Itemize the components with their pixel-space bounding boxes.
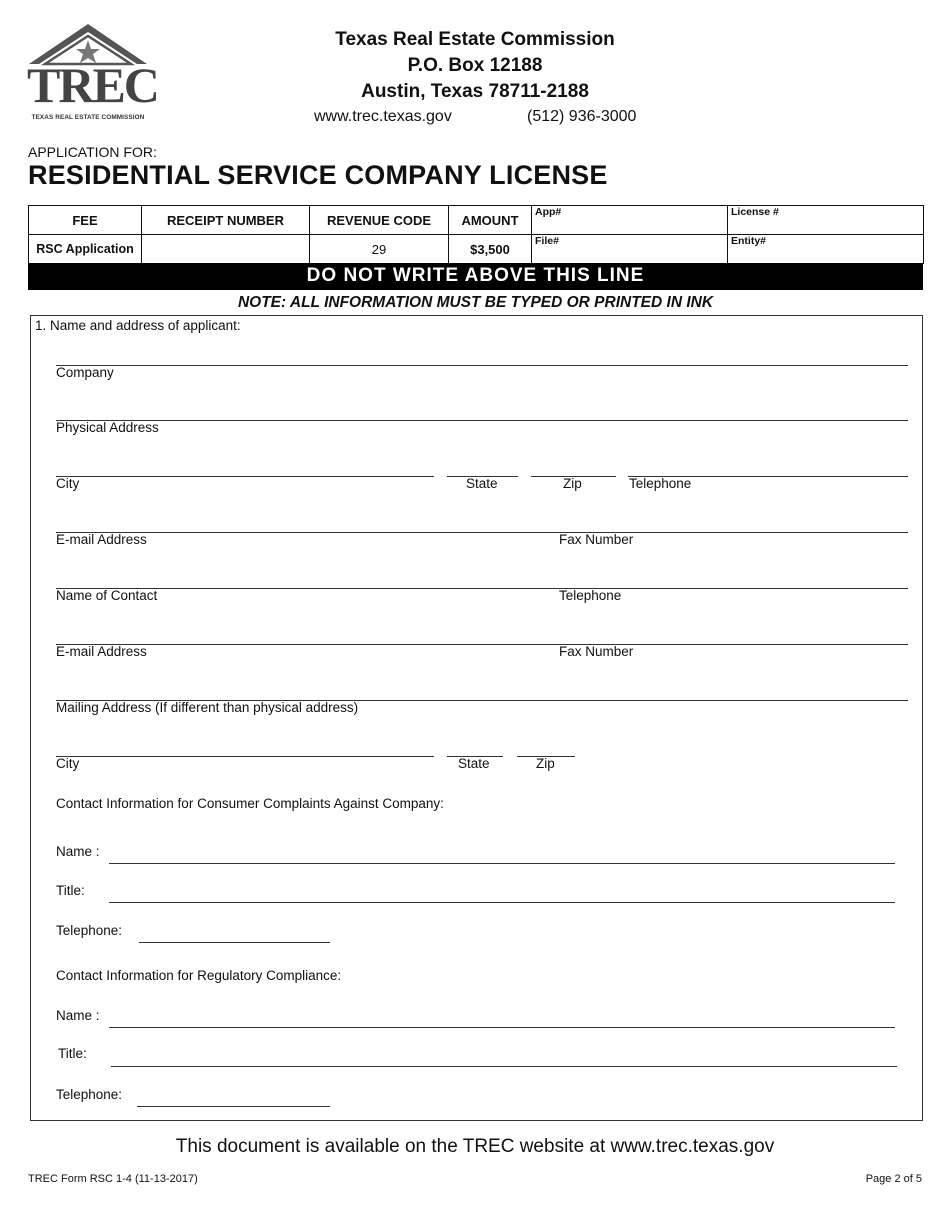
physical-address-label: Physical Address bbox=[56, 420, 159, 435]
availability-note: This document is available on the TREC website at www.trec.texas.gov bbox=[175, 1136, 775, 1157]
receipt-header: RECEIPT NUMBER bbox=[142, 206, 310, 235]
regulatory-name-input[interactable] bbox=[109, 1027, 895, 1028]
application-prefix: APPLICATION FOR: bbox=[28, 144, 157, 160]
fee-table bbox=[28, 205, 924, 264]
ink-note: NOTE: ALL INFORMATION MUST BE TYPED OR PRINTED IN INK bbox=[237, 294, 714, 311]
mailing-address-label: Mailing Address (If different than physical address) bbox=[56, 700, 359, 715]
logo-subtext: TEXAS REAL ESTATE COMMISSION bbox=[31, 114, 145, 121]
contact-telephone-label: Telephone bbox=[559, 588, 622, 603]
amount-header: AMOUNT bbox=[449, 206, 532, 235]
contact-name-input[interactable] bbox=[56, 588, 908, 589]
regulatory-telephone-label: Telephone: bbox=[56, 1087, 123, 1102]
po-box: P.O. Box 12188 bbox=[407, 55, 543, 76]
form-id: TREC Form RSC 1-4 (11-13-2017) bbox=[28, 1173, 198, 1185]
page-title: RESIDENTIAL SERVICE COMPANY LICENSE bbox=[28, 160, 608, 190]
license-number-field[interactable]: License # bbox=[728, 206, 924, 235]
regulatory-name-label: Name : bbox=[56, 1008, 100, 1023]
telephone-label: Telephone bbox=[629, 476, 692, 491]
entity-number-field[interactable]: Entity# bbox=[728, 235, 924, 264]
regulatory-title-label: Title: bbox=[58, 1046, 87, 1061]
website-link[interactable]: www.trec.texas.gov bbox=[314, 108, 452, 125]
receipt-value[interactable] bbox=[142, 235, 310, 264]
page-number: Page 2 of 5 bbox=[865, 1173, 922, 1185]
org-name: Texas Real Estate Commission bbox=[335, 29, 615, 50]
contact-email-fax-input[interactable] bbox=[56, 644, 908, 645]
email-label: E-mail Address bbox=[56, 532, 147, 547]
section-heading: 1. Name and address of applicant: bbox=[35, 318, 241, 333]
consumer-complaints-heading: Contact Information for Consumer Complaints Against Company: bbox=[56, 796, 444, 811]
revenue-code-value: 29 bbox=[310, 235, 449, 264]
consumer-name-label: Name : bbox=[56, 844, 100, 859]
revenue-code-header: REVENUE CODE bbox=[310, 206, 449, 235]
file-number-field[interactable]: File# bbox=[532, 235, 728, 264]
trec-logo bbox=[27, 22, 158, 125]
logo-wordmark: TREC bbox=[27, 57, 158, 113]
mailing-city-input[interactable] bbox=[56, 756, 434, 757]
phone-number: (512) 936-3000 bbox=[527, 108, 637, 125]
zip-label: Zip bbox=[563, 476, 582, 491]
fee-header: FEE bbox=[29, 206, 142, 235]
mailing-city-label: City bbox=[56, 756, 80, 771]
mailing-state-label: State bbox=[458, 756, 490, 771]
regulatory-compliance-heading: Contact Information for Regulatory Compliance: bbox=[56, 968, 342, 983]
contact-name-label: Name of Contact bbox=[56, 588, 158, 603]
do-not-write-banner: DO NOT WRITE ABOVE THIS LINE bbox=[28, 263, 923, 290]
contact-fax-label: Fax Number bbox=[559, 644, 634, 659]
contact-email-label: E-mail Address bbox=[56, 644, 147, 659]
regulatory-title-input[interactable] bbox=[111, 1066, 897, 1067]
city-input[interactable] bbox=[56, 476, 434, 477]
consumer-telephone-input[interactable] bbox=[139, 942, 330, 943]
state-label: State bbox=[466, 476, 498, 491]
amount-value: $3,500 bbox=[449, 235, 532, 264]
city-label: City bbox=[56, 476, 80, 491]
app-number-field[interactable]: App# bbox=[532, 206, 728, 235]
consumer-name-input[interactable] bbox=[109, 863, 895, 864]
physical-address-input[interactable] bbox=[56, 420, 908, 421]
applicant-form-section bbox=[30, 315, 923, 1121]
consumer-title-input[interactable] bbox=[109, 902, 895, 903]
mailing-zip-label: Zip bbox=[536, 756, 555, 771]
consumer-telephone-label: Telephone: bbox=[56, 923, 123, 938]
email-fax-input[interactable] bbox=[56, 532, 908, 533]
company-input[interactable] bbox=[56, 365, 908, 366]
fee-value: RSC Application bbox=[29, 235, 142, 264]
city-line: Austin, Texas 78711-2188 bbox=[361, 81, 589, 102]
fax-label: Fax Number bbox=[559, 532, 634, 547]
regulatory-telephone-input[interactable] bbox=[137, 1106, 330, 1107]
consumer-title-label: Title: bbox=[56, 883, 85, 898]
company-label: Company bbox=[56, 365, 114, 380]
